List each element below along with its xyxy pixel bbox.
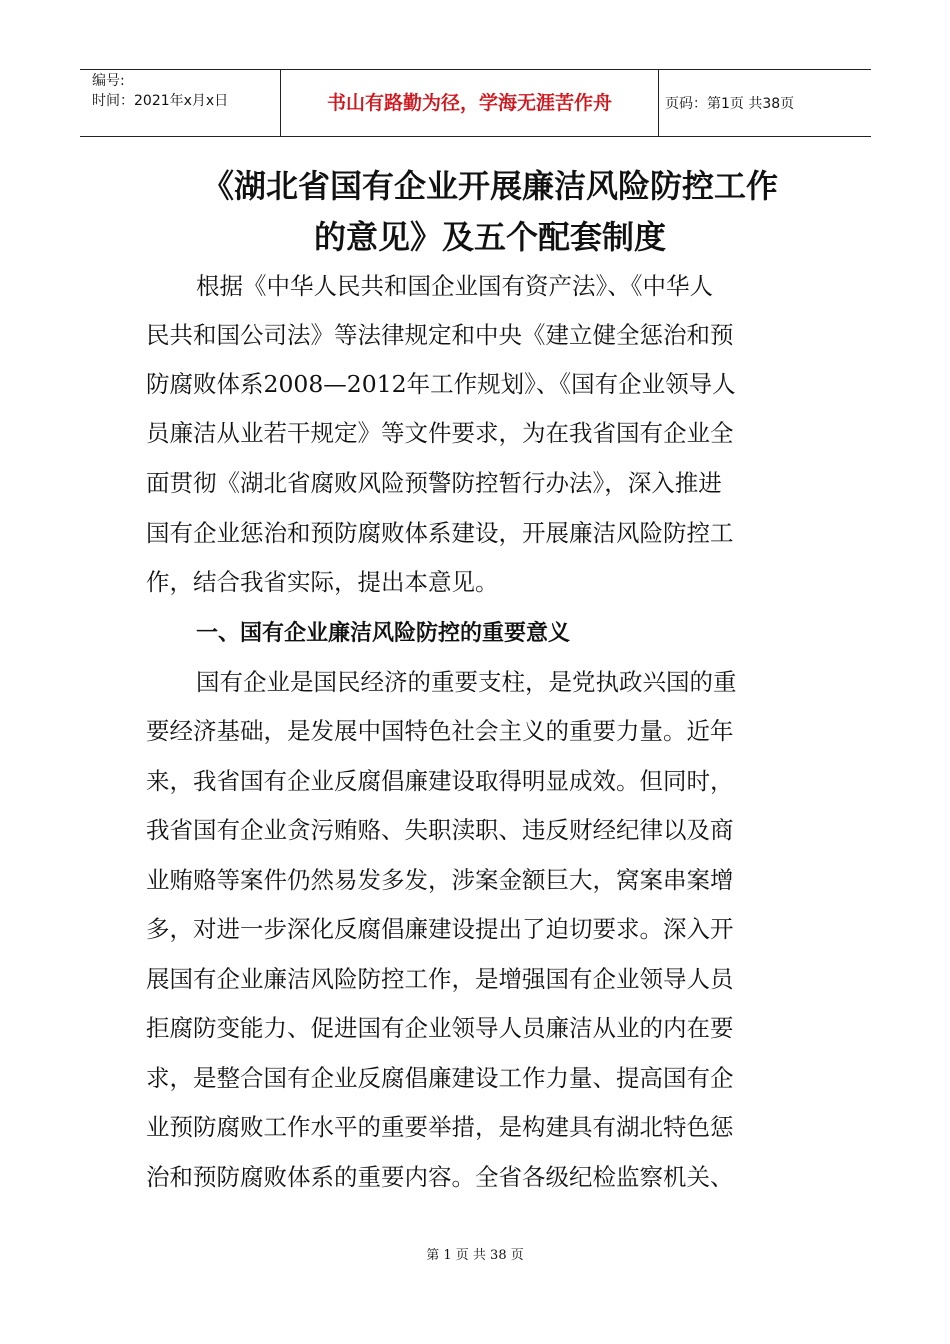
- document-title-line-1: 《湖北省国有企业开展廉洁风险防控工作: [201, 167, 778, 205]
- header-motto: 书山有路勤为径，学海无涯苦作舟: [326, 92, 612, 114]
- header-bottom-rule: [80, 136, 871, 137]
- section-paragraph-line: 多，对进一步深化反腐倡廉建设提出了迫切要求。深入开: [146, 915, 734, 943]
- section-paragraph-line: 我省国有企业贪污贿赂、失职渎职、违反财经纪律以及商: [146, 816, 734, 844]
- header-page-info: 页码：第1页 共38页: [665, 96, 795, 112]
- section-paragraph-line: 治和预防腐败体系的重要内容。全省各级纪检监察机关、: [146, 1163, 734, 1191]
- section-paragraph-line: 国有企业是国民经济的重要支柱，是党执政兴国的重: [196, 668, 737, 696]
- section-paragraph-line: 求，是整合国有企业反腐倡廉建设工作力量、提高国有企: [146, 1064, 734, 1092]
- section-paragraph-line: 拒腐防变能力、促进国有企业领导人员廉洁从业的内在要: [146, 1014, 734, 1042]
- document-date-label: 时间：2021年x月x日: [92, 93, 229, 109]
- section-paragraph-line: 要经济基础，是发展中国特色社会主义的重要力量。近年: [146, 717, 734, 745]
- header-top-rule: [80, 69, 871, 70]
- header-separator-left: [280, 69, 281, 136]
- document-title-line-2: 的意见》及五个配套制度: [313, 218, 666, 256]
- header-separator-right: [658, 69, 659, 136]
- intro-paragraph-line: 根据《中华人民共和国企业国有资产法》、《中华人: [196, 272, 713, 300]
- intro-paragraph-line: 国有企业惩治和预防腐败体系建设，开展廉洁风险防控工: [146, 519, 734, 547]
- intro-paragraph-line: 民共和国公司法》等法律规定和中央《建立健全惩治和预: [146, 321, 734, 349]
- intro-paragraph-line: 员廉洁从业若干规定》等文件要求，为在我省国有企业全: [146, 419, 734, 447]
- intro-paragraph-line: 面贯彻《湖北省腐败风险预警防控暂行办法》，深入推进: [146, 469, 722, 497]
- section-heading: 一、国有企业廉洁风险防控的重要意义: [196, 621, 571, 646]
- section-paragraph-line: 业预防腐败工作水平的重要举措，是构建具有湖北特色惩: [146, 1113, 734, 1141]
- section-paragraph-line: 展国有企业廉洁风险防控工作，是增强国有企业领导人员: [146, 965, 734, 993]
- document-number-label: 编号:: [92, 73, 125, 89]
- section-paragraph-line: 来，我省国有企业反腐倡廉建设取得明显成效。但同时，: [146, 767, 734, 795]
- intro-paragraph-line: 作，结合我省实际，提出本意见。: [146, 568, 499, 596]
- section-paragraph-line: 业贿赂等案件仍然易发多发，涉案金额巨大，窝案串案增: [146, 866, 734, 894]
- intro-paragraph-line: 防腐败体系2008—2012年工作规划》、《国有企业领导人: [146, 370, 736, 398]
- page-footer: 第 1 页 共 38 页: [426, 1248, 524, 1263]
